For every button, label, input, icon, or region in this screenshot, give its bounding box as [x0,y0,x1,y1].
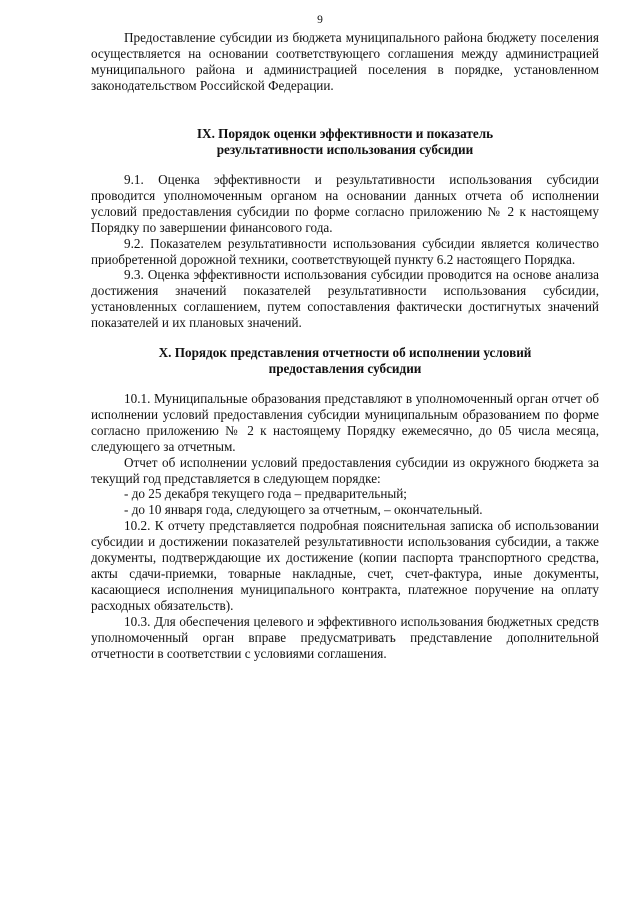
section-10-heading-line-1: X. Порядок представления отчетности об исполнении условий [158,345,532,360]
paragraph-9-2: 9.2. Показателем результативности использования субсидии является количество приобретенной дорожной техники, соответствующей пункту 6.2 настоящего Порядка. [91,235,599,267]
section-9-body [91,172,599,331]
section-10-heading [91,345,599,377]
section-9-heading [91,126,599,158]
list-item-preliminary: - до 25 декабря текущего года – предварительный; [124,486,407,502]
paragraph-10-2: 10.2. К отчету представляется подробная пояснительная записка об использовании субсидии и достижении показателей результативности использования субсидии, а также документы, подтверждающие их достижение (копии паспорта транспортного средства, акты сдачи-приемки, товарные накладные, счет, счет-фактура, иные документы, касающиеся исполнения муниципального контракта, платежное поручение на оплату расходных обязательств). [91,518,599,613]
paragraph-9-3: 9.3. Оценка эффективности использования субсидии проводится на основе анализа достижения значений показателей результативности использования субсидии, установленных соглашением, путем сопоставления фактически достигнутых значений показателей и их плановых значений. [91,267,599,331]
paragraph-10-3: 10.3. Для обеспечения целевого и эффективного использования бюджетных средств уполномоченный орган вправе предусматривать представление дополнительной отчетности в соответствии с условиями соглашения. [91,613,599,661]
section-9-heading-line-2: результативности использования субсидии [216,141,474,157]
intro-paragraph: Предоставление субсидии из бюджета муниципального района бюджету поселения осуществляется на основании соответствующего соглашения между администрацией муниципального района и администрацией поселения в порядке, установленном законодательством Российской Федерации. [91,30,599,93]
intro-block [91,30,599,94]
page-number: 9 [317,14,323,26]
paragraph-10-report: Отчет об исполнении условий предоставления субсидии из окружного бюджета за текущий год представляется в следующем порядке: [91,454,599,486]
list-item-final: - до 10 января года, следующего за отчетным, – окончательный. [124,502,483,518]
section-10-body [91,391,599,661]
paragraph-10-1: 10.1. Муниципальные образования представляют в уполномоченный орган отчет об исполнении условий предоставления субсидии муниципальным образованием по форме согласно приложению № 2 к настоящему Порядку ежемесячно, до 05 числа месяца, следующего за отчетным. [91,391,599,454]
section-10-heading-line-2: предоставления субсидии [268,360,422,376]
paragraph-9-1: 9.1. Оценка эффективности и результативности использования субсидии проводится уполномоченным органом на основании данных отчета об исполнении условий предоставления субсидии по форме согласно приложению № 2 к настоящему Порядку по завершении финансового года. [91,172,599,235]
section-9-heading-line-1: IX. Порядок оценки эффективности и показатель [196,126,494,141]
